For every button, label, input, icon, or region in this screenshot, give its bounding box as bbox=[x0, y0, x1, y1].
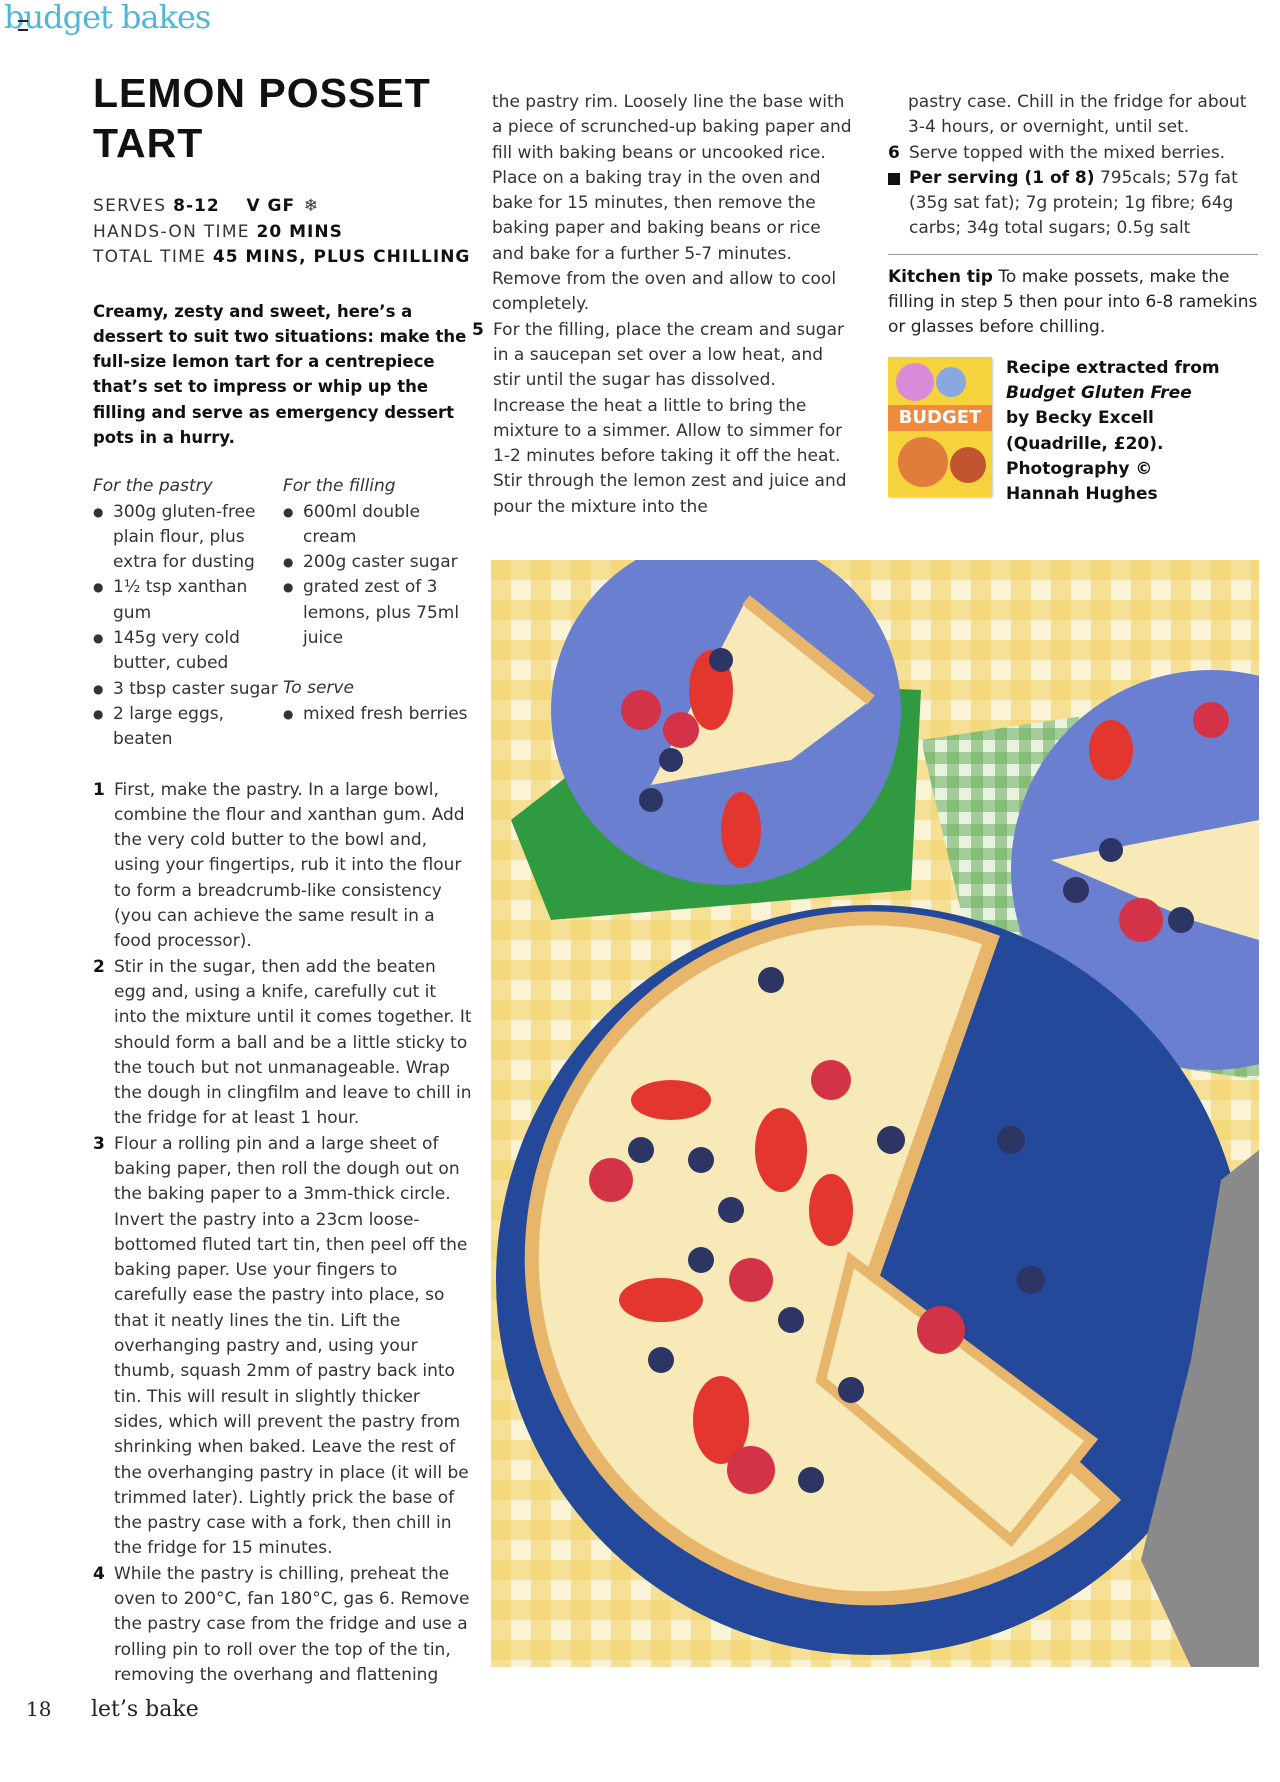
book-credit bbox=[888, 357, 1258, 508]
nutrition-text: 795cals; 57g fat (35g sat fat); 7g protein; 1g fibre; 64g carbs; 34g total sugars; 0.5g salt bbox=[909, 167, 1238, 239]
step-number: 3 bbox=[93, 1133, 105, 1154]
book-cover-image bbox=[888, 357, 992, 497]
step-number: 1 bbox=[93, 779, 105, 800]
hands-on-value: 20 MINS bbox=[256, 221, 343, 242]
tart-photo bbox=[491, 560, 1259, 1667]
step-number: 2 bbox=[93, 956, 105, 977]
menu-icon[interactable] bbox=[18, 20, 28, 31]
section-name: let’s bake bbox=[91, 1697, 199, 1722]
credit-book-title: Budget Gluten Free bbox=[1006, 382, 1192, 403]
step-number: 6 bbox=[888, 142, 900, 163]
divider bbox=[888, 254, 1258, 255]
ingredient-item: ● 1½ tsp xanthan gum bbox=[93, 575, 283, 626]
credit-text bbox=[1006, 356, 1220, 508]
square-bullet-icon bbox=[888, 173, 900, 185]
pastry-heading: For the pastry bbox=[93, 476, 213, 497]
ingredient-item: ● 2 large eggs, beaten bbox=[93, 702, 283, 753]
page-number: 18 bbox=[26, 1697, 52, 1721]
tip-label: Kitchen tip bbox=[888, 266, 993, 287]
method-steps bbox=[93, 778, 473, 1689]
hands-on-line bbox=[93, 220, 473, 246]
step-number: 4 bbox=[93, 1563, 105, 1584]
credit-line: Photography © bbox=[1006, 458, 1153, 479]
method-step bbox=[93, 1132, 473, 1562]
ingredient-item: ● mixed fresh berries bbox=[283, 702, 473, 727]
ingredient-item: ● 145g very cold butter, cubed bbox=[93, 626, 283, 677]
title-line-2: TART bbox=[93, 120, 204, 166]
step-text: Stir in the sugar, then add the beaten egg and, using a knife, carefully cut it into the mixture until it comes together. It should form a ball and be a little sticky to the touch but not unmanageable. Wrap the dough in clingfilm and leave to chill in the fridge for at least 1 hour. bbox=[114, 956, 472, 1129]
credit-line: by Becky Excell bbox=[1006, 408, 1154, 429]
method-step bbox=[888, 141, 1258, 166]
ingredient-item: ● 3 tbsp caster sugar bbox=[93, 677, 283, 702]
credit-line: Recipe extracted from bbox=[1006, 357, 1220, 378]
step-5-continued: pastry case. Chill in the fridge for about 3-4 hours, or overnight, until set. bbox=[908, 92, 1247, 138]
snowflake-icon: ❄ bbox=[303, 196, 320, 216]
title-line-1: LEMON POSSET bbox=[93, 70, 431, 116]
total-value: 45 MINS, PLUS CHILLING bbox=[212, 247, 471, 267]
ingredient-item: ● 600ml double cream bbox=[283, 500, 473, 551]
column-3 bbox=[888, 90, 1258, 507]
credit-line: (Quadrille, £20). bbox=[1006, 433, 1164, 454]
total-time-line bbox=[93, 245, 473, 271]
ingredients bbox=[93, 474, 473, 752]
ingredient-item: ● 300g gluten-free plain flour, plus extra for dusting bbox=[93, 500, 283, 576]
kitchen-tip bbox=[888, 265, 1258, 341]
serves-line bbox=[93, 194, 473, 220]
nutrition-info bbox=[888, 166, 1258, 242]
method-step bbox=[93, 778, 473, 955]
step-text: While the pastry is chilling, preheat the oven to 200°C, fan 180°C, gas 6. Remove the pastry case from the fridge and use a rolling pin to roll over the top of the tin, removing the overhang and flattening bbox=[114, 1563, 470, 1685]
cover-title: BUDGET bbox=[888, 405, 992, 431]
step-text: Serve topped with the mixed berries. bbox=[909, 142, 1226, 163]
step-4-continued: the pastry rim. Loosely line the base with a piece of scrunched-up baking paper and fill with baking beans or uncooked rice. Place on a baking tray in the oven and bake for 15 minutes, then remove the baking paper and baking beans or rice and bake for a further 5-7 minutes. Remove from the oven and allow to cool completely. bbox=[492, 92, 852, 315]
method-step bbox=[93, 1562, 473, 1688]
credit-line: Hannah Hughes bbox=[1006, 484, 1158, 505]
tip-text: To make possets, make the filling in step 5 then pour into 6-8 ramekins or glasses before chilling. bbox=[888, 266, 1258, 338]
step-text: Flour a rolling pin and a large sheet of baking paper, then roll the dough out on the baking paper to a 3mm-thick circle. Invert the pastry into a 23cm loose-bottomed fluted tart tin, then peel off the baking paper. Use your fingers to carefully ease the pastry into place, so that it neatly lines the tin. Lift the overhanging pastry and, using your thumb, squash 2mm of pastry back into tin. This will result in slightly thicker sides, which will prevent the pastry from shrinking when baked. Leave the rest of the overhanging pastry in place (it will be trimmed later). Lightly prick the base of the pastry case with a fork, then chill in the fridge for 15 minutes. bbox=[114, 1133, 469, 1559]
diet-tags: V GF bbox=[246, 196, 296, 216]
pastry-ingredients bbox=[93, 474, 283, 752]
step-text: First, make the pastry. In a large bowl, combine the flour and xanthan gum. Add the very cold butter to the bowl and, using your fingertips, rub it into the flour to form a breadcrumb-like consistency (you can achieve the same result in a food processor). bbox=[114, 779, 465, 952]
filling-ingredients bbox=[283, 474, 473, 752]
step-number: 5 bbox=[472, 319, 484, 340]
brand-logo bbox=[4, 0, 210, 36]
recipe-title bbox=[93, 68, 473, 168]
serve-heading: To serve bbox=[283, 678, 354, 699]
step-text: For the filling, place the cream and sugar in a saucepan set over a low heat, and stir until the sugar has dissolved. Increase the heat a little to bring the mixture to a simmer. Allow to simmer for 1-2 minutes before taking it off the heat. Stir through the lemon zest and juice and pour the mixture into the bbox=[493, 319, 847, 517]
method-step bbox=[93, 955, 473, 1132]
ingredient-item: ● 200g caster sugar bbox=[283, 550, 473, 575]
filling-heading: For the filling bbox=[283, 476, 396, 497]
ingredient-item: ● grated zest of 3 lemons, plus 75ml juice bbox=[283, 575, 473, 651]
intro-text: Creamy, zesty and sweet, here’s a dessert to suit two situations: make the full-size lemon tart for a centrepiece that’s set to impress or whip up the filling and serve as emergency dessert pots in a hurry. bbox=[93, 301, 467, 447]
serves-value: 8-12 bbox=[173, 196, 220, 216]
total-label: TOTAL TIME bbox=[93, 247, 207, 267]
column-2 bbox=[472, 90, 852, 520]
column-1 bbox=[93, 68, 473, 1688]
hands-on-label: HANDS-ON TIME bbox=[93, 221, 250, 242]
serves-label: SERVES bbox=[93, 196, 167, 216]
method-step bbox=[472, 318, 852, 520]
brand-text: budget bakes bbox=[4, 0, 211, 36]
nutrition-label: Per serving (1 of 8) bbox=[909, 167, 1095, 188]
